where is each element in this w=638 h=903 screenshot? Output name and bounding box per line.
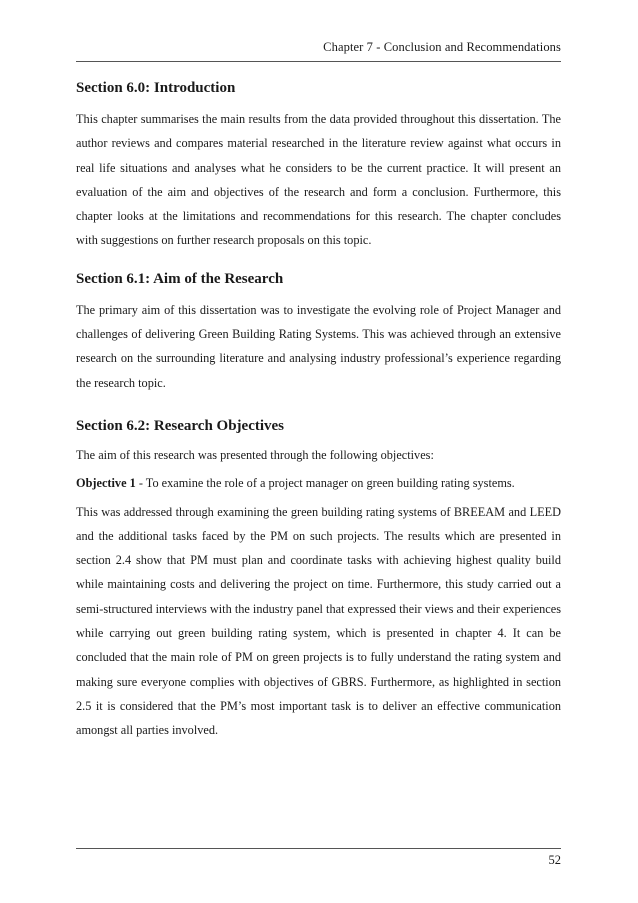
section-heading-objectives: Section 6.2: Research Objectives	[76, 417, 285, 434]
aim-paragraph: The primary aim of this dissertation was to investigate the evolving role of Project Manager and challenges of delivering Green Building Rating Systems. This was achieved through an extensive research on the surrounding literature and analysing industry professional’s experience regarding the research topic.	[76, 302, 561, 390]
objective-1-label: Objective 1	[76, 476, 136, 491]
objective-1-paragraph	[76, 471, 561, 495]
section-heading-aim: Section 6.1: Aim of the Research	[76, 270, 284, 287]
objectives-intro-paragraph: The aim of this research was presented through the following objectives:	[76, 447, 434, 462]
objective-1-discussion-paragraph: This was addressed through examining the green building rating systems of BREEAM and LEED and the additional tasks faced by the PM on such projects. The results which are presented in section 2.4 show that PM must plan and coordinate tasks with achieving highest quality build while maintaining costs and delivering the project on time. Furthermore, this study carried out a semi-structured interviews with the industry panel that expressed their views and their experiences while carrying out green building rating system, which is presented in chapter 4. It can be concluded that the main role of PM on green projects is to fully understand the rating system and making sure everyone complies with objectives of GBRS. Furthermore, as highlighted in section 2.5 it is considered that the PM’s most important task is to deliver an effective communication amongst all parties involved.	[76, 504, 561, 738]
introduction-paragraph: This chapter summarises the main results from the data provided throughout this dissertation. The author reviews and compares material researched in the literature review against what occurs in real life situations and analyses what he considers to be the current practice. It will present an evaluation of the aim and objectives of the research and form a conclusion. Furthermore, this chapter looks at the limitations and recommendations for this research. The chapter concludes with suggestions on further research proposals on this topic.	[76, 112, 561, 248]
section-heading-introduction: Section 6.0: Introduction	[76, 80, 236, 96]
running-header: Chapter 7 - Conclusion and Recommendations	[323, 40, 561, 54]
page-number: 52	[548, 853, 561, 867]
footer-rule	[76, 848, 561, 849]
page-body	[76, 78, 561, 743]
objective-1-text: - To examine the role of a project manager on green building rating systems.	[135, 476, 515, 491]
header-rule	[76, 61, 561, 62]
